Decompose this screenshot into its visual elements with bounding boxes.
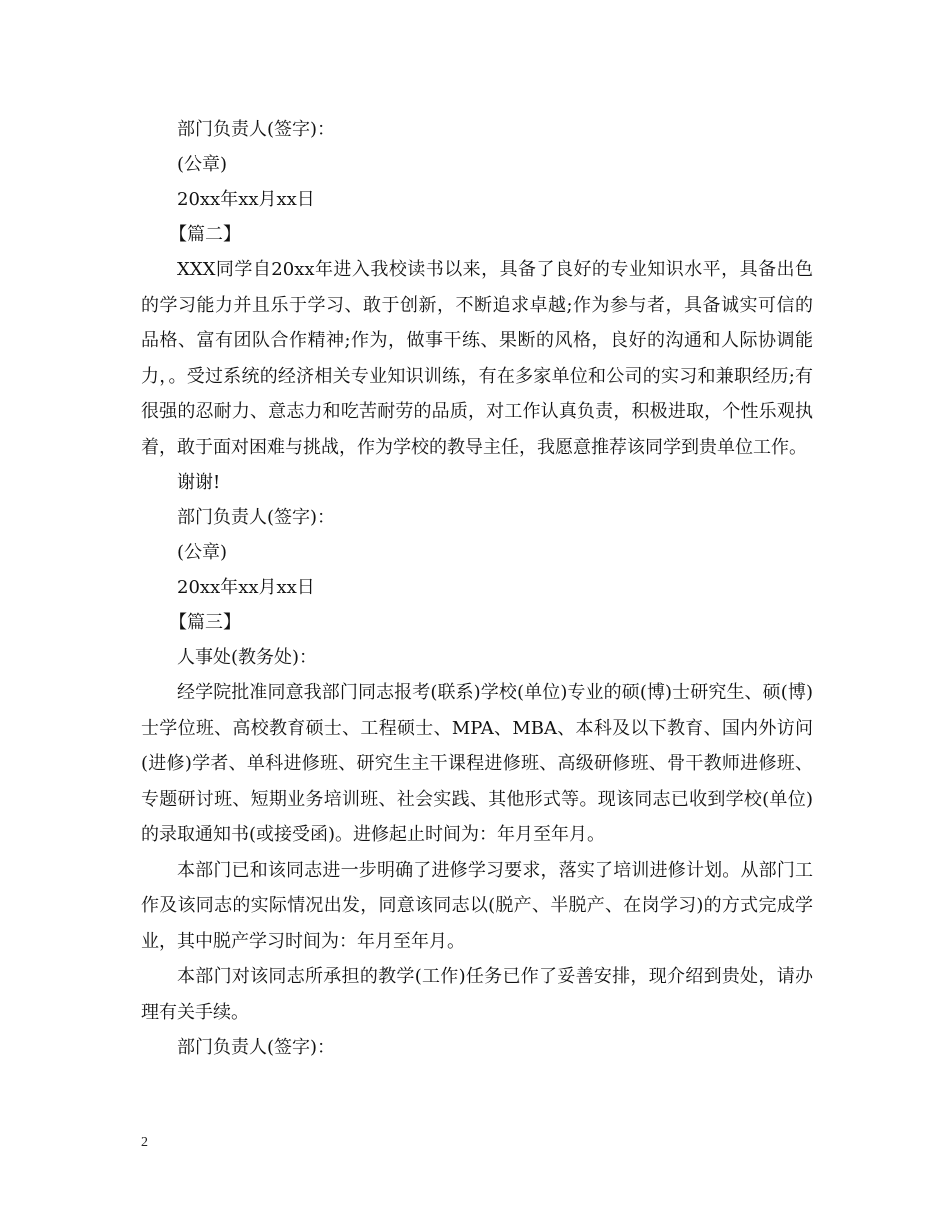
addressee-line: 人事处(教务处)： [177, 647, 318, 668]
section2-body-paragraph: XXX同学自20xx年进入我校读书以来，具备了良好的专业知识水平，具备出色的学习能力并且乐于学习、敢于创新，不断追求卓越;作为参与者，具备诚实可信的品格、富有团队合作精神;作为，做事干练、果断的风格，良好的沟通和人际协调能力，。受过系统的经济相关专业知识训练，有在多家单位和公司的实习和兼职经历;有很强的忍耐力、意志力和吃苦耐劳的品质，对工作认真负责，积极进取，个性乐观执着，敢于面对困难与挑战，作为学校的教导主任，我愿意推荐该同学到贵单位工作。 [141, 259, 813, 458]
seal-line: (公章) [177, 154, 228, 175]
signature-line: 部门负责人(签字)： [177, 507, 336, 528]
document-body [141, 112, 813, 1065]
section3-paragraph-3: 本部门对该同志所承担的教学(工作)任务已作了妥善安排，现介绍到贵处，请办理有关手续。 [141, 966, 813, 1023]
signature-line: 部门负责人(签字)： [177, 119, 336, 140]
page-number: 2 [141, 1135, 148, 1150]
thanks-line: 谢谢! [177, 472, 221, 493]
section3-paragraph-2: 本部门已和该同志进一步明确了进修学习要求，落实了培训进修计划。从部门工作及该同志的实际情况出发，同意该同志以(脱产、半脱产、在岗学习)的方式完成学业，其中脱产学习时间为：年月至年月。 [141, 859, 813, 952]
date-line: 20xx年xx月xx日 [177, 577, 315, 598]
signature-line: 部门负责人(签字)： [177, 1037, 336, 1058]
section3-paragraph-1: 经学院批准同意我部门同志报考(联系)学校(单位)专业的硕(博)士研究生、硕(博)士学位班、高校教育硕士、工程硕士、MPA、MBA、本科及以下教育、国内外访问(进修)学者、单科进修班、研究生主干课程进修班、高级研修班、骨干教师进修班、专题研讨班、短期业务培训班、社会实践、其他形式等。现该同志已收到学校(单位)的录取通知书(或接受函)。进修起止时间为：年月至年月。 [141, 682, 813, 845]
section-heading-2: 【篇二】 [169, 224, 241, 245]
seal-line: (公章) [177, 542, 228, 563]
date-line: 20xx年xx月xx日 [177, 189, 315, 210]
section-heading-3: 【篇三】 [169, 612, 241, 633]
